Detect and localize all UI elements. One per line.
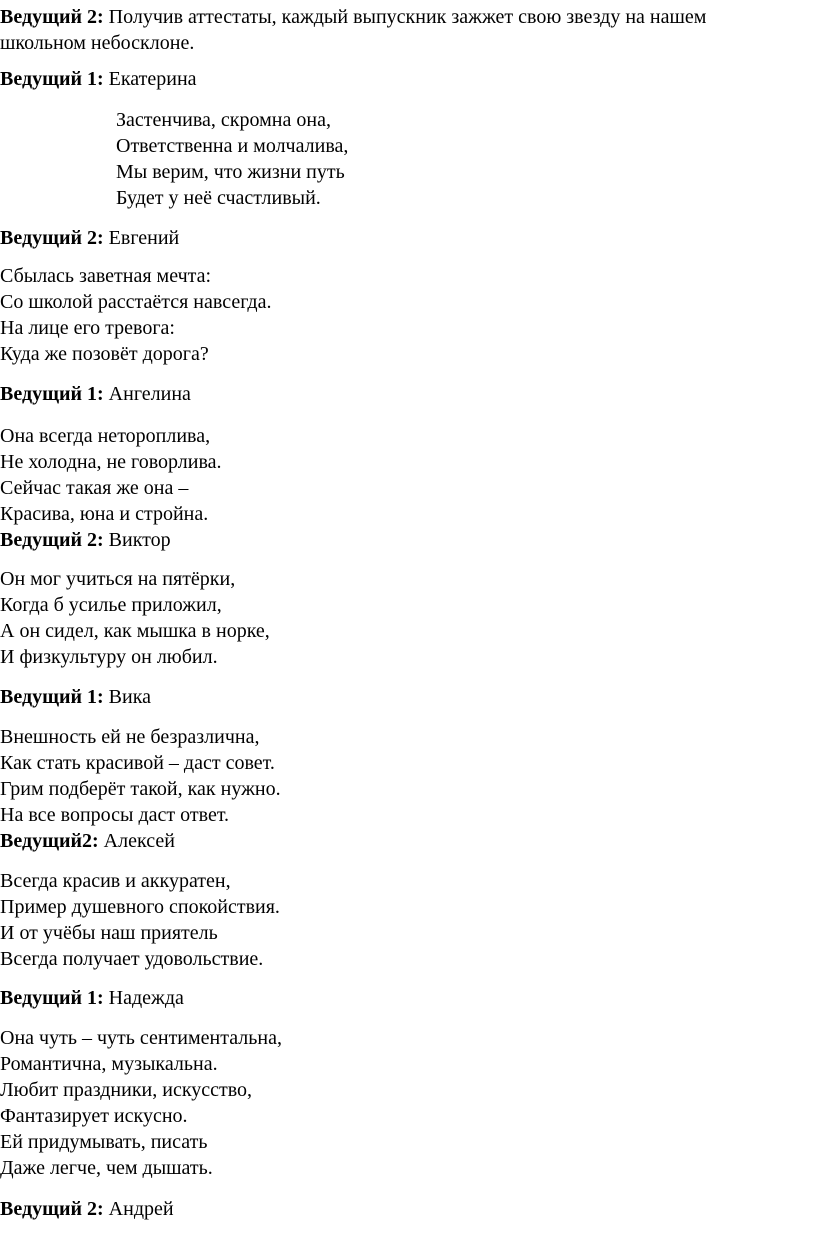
speaker-line <box>0 66 197 92</box>
graduate-name: Екатерина <box>103 68 197 90</box>
verse-line: Романтична, музыкальна. <box>0 1053 218 1075</box>
intro-line-1 <box>0 4 706 30</box>
speaker-line <box>0 985 184 1011</box>
verse-line: Она всегда нетороплива, <box>0 425 211 447</box>
verse-line: Красива, юна и стройна. <box>0 503 209 525</box>
verse-line: Внешность ей не безразлична, <box>0 726 260 748</box>
graduate-name: Алексей <box>98 830 175 852</box>
verse-line: И от учёбы наш приятель <box>0 922 218 944</box>
verse-line: Мы верим, что жизни путь <box>116 161 345 183</box>
verse-line: Сейчас такая же она – <box>0 477 189 499</box>
verse-line: Ответственна и молчалива, <box>116 135 349 157</box>
speaker-label: Ведущий 2: <box>0 6 104 28</box>
verse-line: Ей придумывать, писать <box>0 1131 208 1153</box>
intro-line-2: школьном небосклоне. <box>0 32 195 54</box>
intro-text: Получив аттестаты, каждый выпускник зажжет свою звезду на нашем <box>103 6 707 28</box>
verse-line: На лице его тревога: <box>0 317 175 339</box>
verse-line: Как стать красивой – даст совет. <box>0 752 275 774</box>
verse-line: И физкультуру он любил. <box>0 646 218 668</box>
verse-line: Сбылась заветная мечта: <box>0 265 212 287</box>
verse-line: Куда же позовёт дорога? <box>0 343 209 365</box>
verse-line: Пример душевного спокойствия. <box>0 896 280 918</box>
speaker-label: Ведущий 2: <box>0 227 104 249</box>
speaker-line <box>0 684 151 710</box>
graduate-name: Виктор <box>103 529 171 551</box>
speaker-line <box>0 1196 174 1222</box>
speaker-label: Ведущий 1: <box>0 987 104 1009</box>
speaker-line <box>0 527 171 553</box>
verse-line: Он мог учиться на пятёрки, <box>0 568 236 590</box>
verse-line: Даже легче, чем дышать. <box>0 1157 213 1179</box>
verse-line: Когда б усилье приложил, <box>0 594 222 616</box>
speaker-line <box>0 381 191 407</box>
graduate-name: Ангелина <box>103 383 191 405</box>
verse-line: Она чуть – чуть сентиментальна, <box>0 1027 282 1049</box>
speaker-label: Ведущий 1: <box>0 383 104 405</box>
verse-line: Всегда красив и аккуратен, <box>0 870 231 892</box>
speaker-label: Ведущий 1: <box>0 68 104 90</box>
speaker-label: Ведущий2: <box>0 830 99 852</box>
verse-line: Любит праздники, искусство, <box>0 1079 253 1101</box>
speaker-line <box>0 225 179 251</box>
graduate-name: Вика <box>103 686 152 708</box>
verse-line: Не холодна, не говорлива. <box>0 451 222 473</box>
verse-line: Грим подберёт такой, как нужно. <box>0 778 281 800</box>
speaker-line <box>0 828 175 854</box>
graduate-name: Андрей <box>103 1198 174 1220</box>
speaker-label: Ведущий 2: <box>0 1198 104 1220</box>
graduate-name: Надежда <box>103 987 184 1009</box>
verse-line: Со школой расстаётся навсегда. <box>0 291 272 313</box>
verse-line: Будет у неё счастливый. <box>116 187 321 209</box>
verse-line: А он сидел, как мышка в норке, <box>0 620 270 642</box>
speaker-label: Ведущий 2: <box>0 529 104 551</box>
verse-line: Фантазирует искусно. <box>0 1105 188 1127</box>
verse-line: На все вопросы даст ответ. <box>0 804 230 826</box>
verse-line: Застенчива, скромна она, <box>116 109 331 131</box>
speaker-label: Ведущий 1: <box>0 686 104 708</box>
verse-line: Всегда получает удовольствие. <box>0 948 264 970</box>
graduate-name: Евгений <box>103 227 180 249</box>
